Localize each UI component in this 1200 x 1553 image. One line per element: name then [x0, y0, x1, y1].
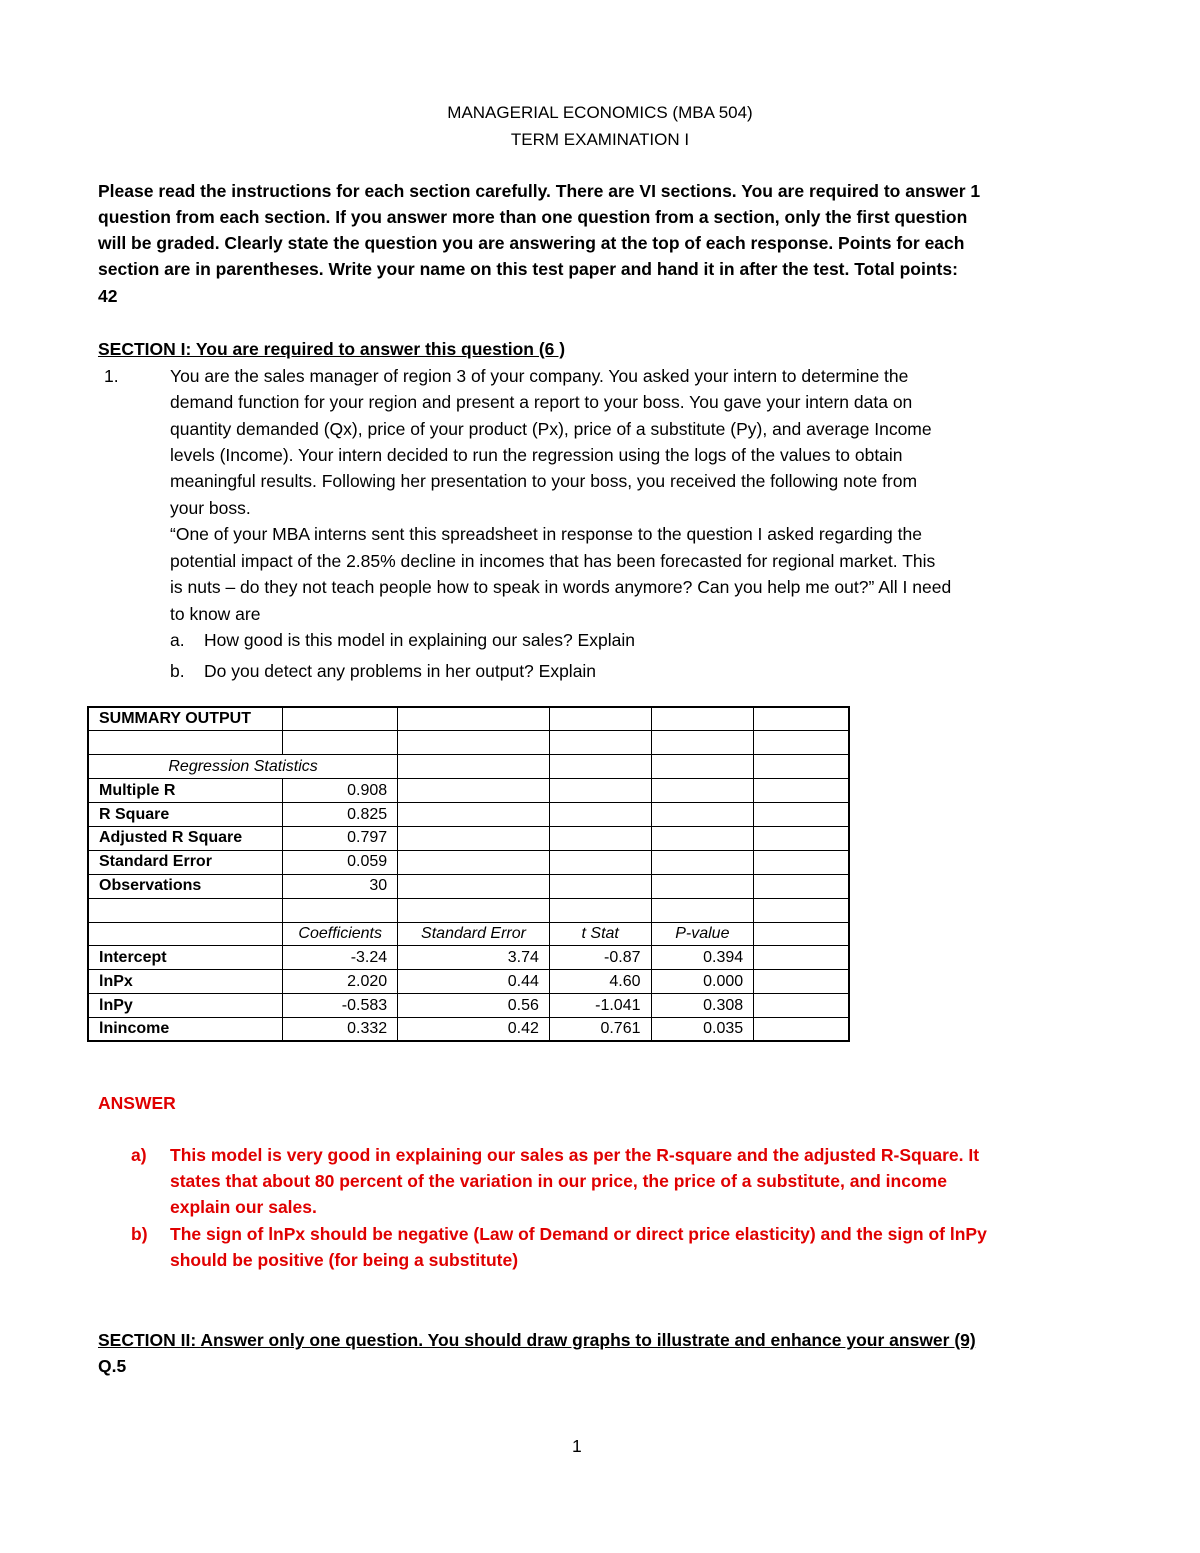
answer-line: This model is very good in explaining our sales as per the R-square and the adjusted R-Square. It — [170, 1145, 980, 1165]
table-row — [88, 1018, 849, 1042]
table-row — [88, 779, 849, 803]
question-line: is nuts – do they not teach people how to speak in words anymore? Can you help me out?” All I need — [170, 577, 952, 597]
subquestion-marker: a. — [170, 630, 185, 650]
table-row — [88, 898, 849, 922]
question-line: “One of your MBA interns sent this spreadsheet in response to the question I asked regarding the — [170, 524, 922, 544]
regression-statistics-label: Regression Statistics — [88, 755, 398, 779]
p-value: 0.035 — [651, 1018, 754, 1042]
section2-heading: SECTION II: Answer only one question. You should draw graphs to illustrate and enhance your answer (9) — [98, 1330, 976, 1350]
table-row — [88, 970, 849, 994]
table-row — [88, 755, 849, 779]
answer-line: explain our sales. — [170, 1197, 317, 1217]
answer-heading: ANSWER — [98, 1093, 176, 1113]
stat-value: 0.908 — [283, 779, 398, 803]
question-line: your boss. — [170, 498, 251, 518]
answer-marker: b) — [131, 1224, 148, 1244]
coef-label: lnPx — [88, 970, 283, 994]
table-title-cell: SUMMARY OUTPUT — [88, 707, 283, 731]
coef-label: lnPy — [88, 994, 283, 1018]
table-row — [88, 850, 849, 874]
page-number: 1 — [572, 1436, 582, 1456]
stat-value: 30 — [283, 874, 398, 898]
subquestion-text: Do you detect any problems in her output? Explain — [204, 661, 597, 681]
section1-heading: SECTION I: You are required to answer this question (6 ) — [98, 339, 566, 359]
t-stat-value: -0.87 — [549, 946, 651, 970]
question-line: to know are — [170, 604, 261, 624]
stat-value: 0.059 — [283, 850, 398, 874]
answer-line: states that about 80 percent of the variation in our price, the price of a substitute, and income — [170, 1171, 947, 1191]
coef-label: lnincome — [88, 1018, 283, 1042]
coef-value: 2.020 — [283, 970, 398, 994]
instructions-line: 42 — [98, 286, 118, 306]
question-line: potential impact of the 2.85% decline in incomes that has been forecasted for regional market. This — [170, 551, 936, 571]
answer-line: The sign of lnPx should be negative (Law of Demand or direct price elasticity) and the sign of lnPy — [170, 1224, 987, 1244]
t-stat-value: -1.041 — [549, 994, 651, 1018]
coef-label: Intercept — [88, 946, 283, 970]
std-error-value: 3.74 — [398, 946, 550, 970]
question-line: You are the sales manager of region 3 of your company. You asked your intern to determine the — [170, 366, 909, 386]
std-error-value: 0.42 — [398, 1018, 550, 1042]
std-error-value: 0.44 — [398, 970, 550, 994]
stat-value: 0.797 — [283, 826, 398, 850]
stat-label: R Square — [88, 803, 283, 827]
question-line: levels (Income). Your intern decided to run the regression using the logs of the values to obtain — [170, 445, 903, 465]
table-row — [88, 731, 849, 755]
question-label: Q.5 — [98, 1356, 127, 1376]
subquestion-marker: b. — [170, 661, 185, 681]
answer-marker: a) — [131, 1145, 147, 1165]
summary-output-table — [87, 706, 850, 1042]
question-line: quantity demanded (Qx), price of your product (Px), price of a substitute (Py), and average Income — [170, 419, 932, 439]
answer-line: should be positive (for being a substitute) — [170, 1250, 519, 1270]
table-row — [88, 874, 849, 898]
instructions-line: Please read the instructions for each section carefully. There are VI sections. You are required to answer 1 — [98, 181, 981, 201]
exam-title: TERM EXAMINATION I — [510, 130, 690, 149]
column-header: P-value — [651, 922, 754, 946]
instructions-line: section are in parentheses. Write your name on this test paper and hand it in after the test. Total points: — [98, 259, 958, 279]
table-row — [88, 707, 849, 731]
question-line: demand function for your region and present a report to your boss. You gave your intern data on — [170, 392, 913, 412]
coef-value: -3.24 — [283, 946, 398, 970]
table-row — [88, 826, 849, 850]
p-value: 0.000 — [651, 970, 754, 994]
question-line: meaningful results. Following her presentation to your boss, you received the following note from — [170, 471, 918, 491]
column-header: Standard Error — [398, 922, 550, 946]
std-error-value: 0.56 — [398, 994, 550, 1018]
t-stat-value: 4.60 — [549, 970, 651, 994]
table-row — [88, 803, 849, 827]
column-header: t Stat — [549, 922, 651, 946]
instructions-line: question from each section. If you answer more than one question from a section, only the first question — [98, 207, 968, 227]
table-row — [88, 946, 849, 970]
stat-value: 0.825 — [283, 803, 398, 827]
p-value: 0.394 — [651, 946, 754, 970]
instructions-line: will be graded. Clearly state the question you are answering at the top of each response. Points for each — [98, 233, 965, 253]
coef-value: 0.332 — [283, 1018, 398, 1042]
t-stat-value: 0.761 — [549, 1018, 651, 1042]
table-row — [88, 994, 849, 1018]
column-header: Coefficients — [283, 922, 398, 946]
table-header-row — [88, 922, 849, 946]
question-number: 1. — [104, 366, 119, 386]
subquestion-text: How good is this model in explaining our sales? Explain — [204, 630, 635, 650]
stat-label: Multiple R — [88, 779, 283, 803]
stat-label: Standard Error — [88, 850, 283, 874]
coef-value: -0.583 — [283, 994, 398, 1018]
stat-label: Adjusted R Square — [88, 826, 283, 850]
stat-label: Observations — [88, 874, 283, 898]
course-title: MANAGERIAL ECONOMICS (MBA 504) — [447, 103, 753, 122]
p-value: 0.308 — [651, 994, 754, 1018]
